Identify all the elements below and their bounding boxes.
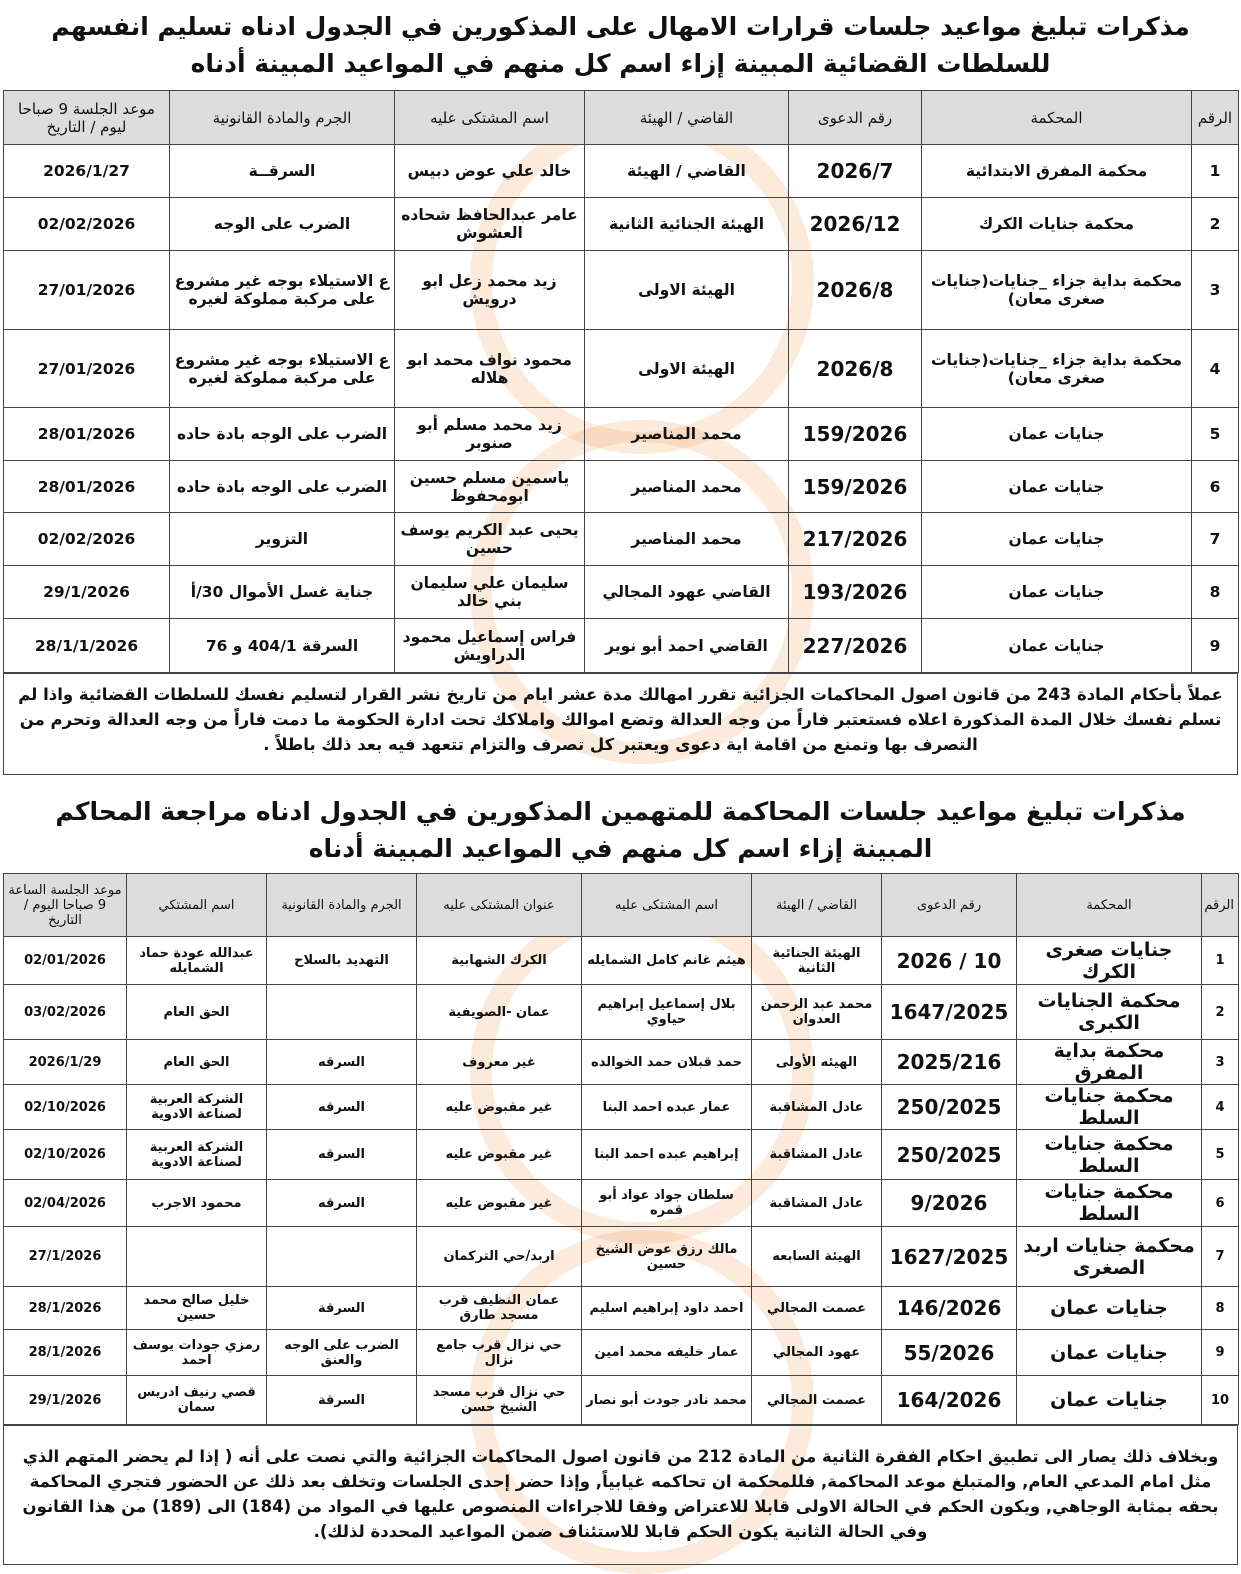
table-cell: غير مقبوض عليه	[417, 1085, 582, 1130]
table-cell: 6	[1202, 1180, 1239, 1227]
table-cell: 10 / 2026	[882, 937, 1017, 985]
table-cell: غير مقبوض عليه	[417, 1180, 582, 1227]
table-cell: 1627/2025	[882, 1227, 1017, 1287]
table-cell: محمد المناصير	[585, 461, 789, 513]
table-cell: السرقة	[267, 1287, 417, 1330]
table-cell: سليمان علي سليمان بني خالد	[395, 566, 585, 619]
column-header: القاضي / الهيئة	[585, 91, 789, 145]
table-cell: جنايات عمان	[922, 619, 1192, 673]
table-cell: السرقه	[267, 1040, 417, 1085]
table-cell: 1	[1192, 145, 1239, 198]
table-cell: 7	[1192, 513, 1239, 566]
table-cell: محمد نادر جودت أبو نصار	[582, 1376, 752, 1425]
table-row	[4, 1180, 1239, 1227]
table-cell: السرقة	[267, 1376, 417, 1425]
section1-legal-note: عملاً بأحكام المادة 243 من قانون اصول المحاكمات الجزائية تقرر امهالك مدة عشر ايام من تاريخ نشر القرار لتسليم نفسك للسلطات القضائية واذا لم تسلم نفسك خلال المدة المذكورة اعلاه فستعتبر فاراً من وجه العدالة وتضع اموالك واملاكك تحت ادارة الحكومة ما دمت فاراً من وجه العدالة وتحرم من التصرف بها وتمنع من اقامة اية دعوى ويعتبر كل تصرف والتزام تتعهد فيه بعد ذلك باطلاً .	[3, 673, 1238, 775]
table-cell: عادل المشاقبة	[752, 1085, 882, 1130]
column-header: موعد الجلسة 9 صباحا ليوم / التاريخ	[4, 91, 170, 145]
table-cell: 27/01/2026	[4, 330, 170, 408]
table-cell: 2026/8	[789, 251, 922, 330]
table-cell: حمد قبلان حمد الخوالده	[582, 1040, 752, 1085]
table-cell: 5	[1202, 1130, 1239, 1180]
table-cell: جنايات عمان	[1017, 1287, 1202, 1330]
table-cell: 02/10/2026	[4, 1085, 127, 1130]
table-cell: التزوير	[170, 513, 395, 566]
table-cell: القاضي احمد أبو نوير	[585, 619, 789, 673]
table-cell: محمد المناصير	[585, 408, 789, 461]
table-cell: جنايات عمان	[922, 461, 1192, 513]
table-cell: 28/1/2026	[4, 1287, 127, 1330]
table-cell: 2026/12	[789, 198, 922, 251]
table-row	[4, 461, 1239, 513]
table-cell: 9/2026	[882, 1180, 1017, 1227]
table-cell: الضرب على الوجه بادة حاده	[170, 408, 395, 461]
column-header: المحكمة	[1017, 874, 1202, 937]
table-cell: 2026/7	[789, 145, 922, 198]
table-cell: جنايات عمان	[1017, 1330, 1202, 1376]
table-cell: 6	[1192, 461, 1239, 513]
table-cell: قصي رنيف ادريس سمان	[127, 1376, 267, 1425]
table-cell: 10	[1202, 1376, 1239, 1425]
table-cell: 1	[1202, 937, 1239, 985]
table-cell: 2026/8	[789, 330, 922, 408]
table-cell: رمزي جودات يوسف احمد	[127, 1330, 267, 1376]
table-cell: الشركة العربية لصناعة الادوية	[127, 1130, 267, 1180]
table-cell: 02/02/2026	[4, 513, 170, 566]
table-cell: 4	[1202, 1085, 1239, 1130]
column-header: القاضي / الهيئة	[752, 874, 882, 937]
table-cell: مالك رزق عوض الشيخ حسين	[582, 1227, 752, 1287]
table-cell: 9	[1192, 619, 1239, 673]
table-cell: جنايات عمان	[922, 408, 1192, 461]
table-row	[4, 1227, 1239, 1287]
table-row	[4, 1287, 1239, 1330]
table-cell: 250/2025	[882, 1085, 1017, 1130]
table-cell: 02/04/2026	[4, 1180, 127, 1227]
table-cell: محمد عبد الرحمن العدوان	[752, 985, 882, 1040]
table-cell: حي نزال قرب جامع نزال	[417, 1330, 582, 1376]
trial-table	[3, 873, 1239, 1425]
table-cell: 2025/216	[882, 1040, 1017, 1085]
table-cell: 28/1/1/2026	[4, 619, 170, 673]
table-cell: عادل المشاقبة	[752, 1130, 882, 1180]
table-cell: 9	[1202, 1330, 1239, 1376]
table-row	[4, 198, 1239, 251]
table-cell: محكمة بداية جزاء _جنايات(جنايات صغرى معان)	[922, 251, 1192, 330]
table-cell: فراس إسماعيل محمود الدراويش	[395, 619, 585, 673]
table-cell: الهيئة الجنائية الثانية	[752, 937, 882, 985]
table-row	[4, 145, 1239, 198]
table-cell: الهيئة الجنائية الثانية	[585, 198, 789, 251]
table-row	[4, 1330, 1239, 1376]
table-cell: 3	[1192, 251, 1239, 330]
table-row	[4, 513, 1239, 566]
table-cell: القاضي / الهيئة	[585, 145, 789, 198]
table-cell: خليل صالح محمد حسين	[127, 1287, 267, 1330]
table-cell: 7	[1202, 1227, 1239, 1287]
table-cell: 28/01/2026	[4, 461, 170, 513]
table-cell: احمد داود إبراهيم اسليم	[582, 1287, 752, 1330]
table-cell: جنايات عمان	[1017, 1376, 1202, 1425]
table-cell: محكمة جنايات السلط	[1017, 1180, 1202, 1227]
table-cell: 1647/2025	[882, 985, 1017, 1040]
table-cell: عصمت المجالي	[752, 1376, 882, 1425]
table-cell: جنايات عمان	[922, 566, 1192, 619]
table-cell: التهديد بالسلاح	[267, 937, 417, 985]
table-cell: عبدالله عودة حماد الشمايله	[127, 937, 267, 985]
table-cell: محكمة الجنايات الكبرى	[1017, 985, 1202, 1040]
table-cell: 2026/1/27	[4, 145, 170, 198]
table-cell: محكمة بداية المفرق	[1017, 1040, 1202, 1085]
column-header: الجرم والمادة القانونية	[267, 874, 417, 937]
table-cell: 28/1/2026	[4, 1330, 127, 1376]
column-header: عنوان المشتكى عليه	[417, 874, 582, 937]
column-header: الرقم	[1192, 91, 1239, 145]
table-cell: الشركة العربية لصناعة الادوية	[127, 1085, 267, 1130]
table-cell	[267, 1227, 417, 1287]
column-header: اسم المشتكى عليه	[582, 874, 752, 937]
table-cell: عمان -الصويفية	[417, 985, 582, 1040]
table-row	[4, 251, 1239, 330]
table-cell: عامر عبدالحافظ شحاده العشوش	[395, 198, 585, 251]
table-cell: ع الاستيلاء بوجه غير مشروع على مركبة مملوكة لغيره	[170, 330, 395, 408]
table-cell: السرقه	[267, 1180, 417, 1227]
table-cell: جنايات عمان	[922, 513, 1192, 566]
table-cell: 55/2026	[882, 1330, 1017, 1376]
column-header: الجرم والمادة القانونية	[170, 91, 395, 145]
section1-title: مذكرات تبليغ مواعيد جلسات قرارات الامهال على المذكورين في الجدول ادناه تسليم انفسهم للسلطات القضائية المبينة إزاء اسم كل منهم في المواعيد المبينة أدناه	[51, 12, 1190, 78]
table-cell: الهيئة السابعه	[752, 1227, 882, 1287]
table-cell: محكمة بداية جزاء _جنايات(جنايات صغرى معان)	[922, 330, 1192, 408]
table-cell: 146/2026	[882, 1287, 1017, 1330]
table-cell: محكمة جنايات اربد الصغرى	[1017, 1227, 1202, 1287]
table-cell: الضرب على الوجه والعنق	[267, 1330, 417, 1376]
table-cell: غير مقبوض عليه	[417, 1130, 582, 1180]
table-row	[4, 985, 1239, 1040]
table-cell: يحيى عبد الكريم يوسف حسين	[395, 513, 585, 566]
table-cell: هيثم غانم كامل الشمايله	[582, 937, 752, 985]
table-row	[4, 1376, 1239, 1425]
table-cell: إبراهيم عبده احمد البنا	[582, 1130, 752, 1180]
table-cell: 193/2026	[789, 566, 922, 619]
table-row	[4, 937, 1239, 985]
table-cell: 250/2025	[882, 1130, 1017, 1180]
table-cell: 02/01/2026	[4, 937, 127, 985]
table-cell: عمار عبده احمد البنا	[582, 1085, 752, 1130]
table-cell: محكمة جنايات السلط	[1017, 1130, 1202, 1180]
table-cell: 02/02/2026	[4, 198, 170, 251]
table-cell: عمار خليفه محمد امين	[582, 1330, 752, 1376]
table-cell: ياسمين مسلم حسين ابومحفوظ	[395, 461, 585, 513]
deferral-table	[3, 90, 1239, 673]
column-header: رقم الدعوى	[882, 874, 1017, 937]
table-cell: غير معروف	[417, 1040, 582, 1085]
table-cell: 02/10/2026	[4, 1130, 127, 1180]
table-cell: الهيئة الاولى	[585, 330, 789, 408]
table-cell: 27/1/2026	[4, 1227, 127, 1287]
table-cell: حي نزال قرب مسجد الشيخ حسن	[417, 1376, 582, 1425]
table-cell: محمود نواف محمد ابو هلاله	[395, 330, 585, 408]
table-cell: الهيئه الأولى	[752, 1040, 882, 1085]
table-row	[4, 566, 1239, 619]
table-cell: 3	[1202, 1040, 1239, 1085]
table-cell: السرقه	[267, 1085, 417, 1130]
table-cell: اربد/حي التركمان	[417, 1227, 582, 1287]
table-cell: عصمت المجالي	[752, 1287, 882, 1330]
table-cell: زيد محمد مسلم أبو صنوبر	[395, 408, 585, 461]
table-cell: 27/01/2026	[4, 251, 170, 330]
column-header: رقم الدعوى	[789, 91, 922, 145]
table-cell: محمد المناصير	[585, 513, 789, 566]
table-cell: 4	[1192, 330, 1239, 408]
table-cell: 227/2026	[789, 619, 922, 673]
table-cell: السرقــة	[170, 145, 395, 198]
table-row	[4, 1040, 1239, 1085]
table-cell: ع الاستيلاء بوجه غير مشروع على مركبة مملوكة لغيره	[170, 251, 395, 330]
table-cell: عادل المشاقبة	[752, 1180, 882, 1227]
column-header: موعد الجلسة الساعة 9 صباحا اليوم / التاريخ	[4, 874, 127, 937]
table-cell: 03/02/2026	[4, 985, 127, 1040]
table-cell: محمود الاجرب	[127, 1180, 267, 1227]
section2-legal-note: وبخلاف ذلك يصار الى تطبيق احكام الفقرة الثانية من المادة 212 من قانون اصول المحاكمات الجزائية والتي نصت على أنه ( إذا لم يحضر المتهم الذي مثل امام المدعي العام, والمتبلغ موعد المحاكمة, فللمحكمة ان تحاكمه غيابياً, وإذا حضر إحدى الجلسات وتخلف بعد ذلك عن الحضور فتجري المحاكمة بحقه بمثابة الوجاهي, ويكون الحكم في الحالة الاولى قابلا للاعتراض وفقا للاجراءات المنصوص عليها في المواد من (184) الى (189) من هذا القانون وفي الحالة الثانية يكون الحكم قابلا للاستئناف ضمن المواعيد المحددة لذلك).	[3, 1425, 1238, 1565]
column-header: اسم المشتكى عليه	[395, 91, 585, 145]
table-cell: الضرب على الوجه	[170, 198, 395, 251]
table-cell: 164/2026	[882, 1376, 1017, 1425]
table-cell: 159/2026	[789, 461, 922, 513]
table-row	[4, 1130, 1239, 1180]
table-cell: 5	[1192, 408, 1239, 461]
table-cell: الكرك الشهابية	[417, 937, 582, 985]
table-cell: القاضي عهود المجالي	[585, 566, 789, 619]
table-cell: 29/1/2026	[4, 566, 170, 619]
table-cell: 29/1/2026	[4, 1376, 127, 1425]
table-cell: 2026/1/29	[4, 1040, 127, 1085]
table-cell: الضرب على الوجه بادة حاده	[170, 461, 395, 513]
table-cell: 2	[1192, 198, 1239, 251]
table-row	[4, 408, 1239, 461]
table-cell: السرقة 404/1 و 76	[170, 619, 395, 673]
table-cell: جنايات صغرى الكرك	[1017, 937, 1202, 985]
table-cell: 217/2026	[789, 513, 922, 566]
table-cell: بلال إسماعيل إبراهيم حياوي	[582, 985, 752, 1040]
table-cell: سلطان جواد عواد أبو قمره	[582, 1180, 752, 1227]
table-cell: 8	[1192, 566, 1239, 619]
table-cell	[127, 1227, 267, 1287]
table-cell: عمان النظيف قرب مسجد طارق	[417, 1287, 582, 1330]
column-header: الرقم	[1202, 874, 1239, 937]
table-cell: 159/2026	[789, 408, 922, 461]
table-cell: عهود المجالي	[752, 1330, 882, 1376]
table-cell: محكمة المفرق الابتدائية	[922, 145, 1192, 198]
table-cell: 2	[1202, 985, 1239, 1040]
table-row	[4, 1085, 1239, 1130]
table-cell: محكمة جنايات الكرك	[922, 198, 1192, 251]
table-cell: الحق العام	[127, 985, 267, 1040]
section2-title: مذكرات تبليغ مواعيد جلسات المحاكمة للمتهمين المذكورين في الجدول ادناه مراجعة المحاكم المبينة إزاء اسم كل منهم في المواعيد المبينة أدناه	[55, 797, 1186, 863]
column-header: اسم المشتكي	[127, 874, 267, 937]
table-cell: السرقه	[267, 1130, 417, 1180]
table-row	[4, 619, 1239, 673]
table-cell	[267, 985, 417, 1040]
table-cell: الحق العام	[127, 1040, 267, 1085]
column-header: المحكمة	[922, 91, 1192, 145]
table-row	[4, 330, 1239, 408]
table-cell: خالد علي عوض دبيس	[395, 145, 585, 198]
table-cell: محكمة جنايات السلط	[1017, 1085, 1202, 1130]
table-cell: الهيئة الاولى	[585, 251, 789, 330]
table-cell: 28/01/2026	[4, 408, 170, 461]
table-cell: جناية غسل الأموال 30/أ	[170, 566, 395, 619]
table-cell: زيد محمد زعل ابو درويش	[395, 251, 585, 330]
table-cell: 8	[1202, 1287, 1239, 1330]
